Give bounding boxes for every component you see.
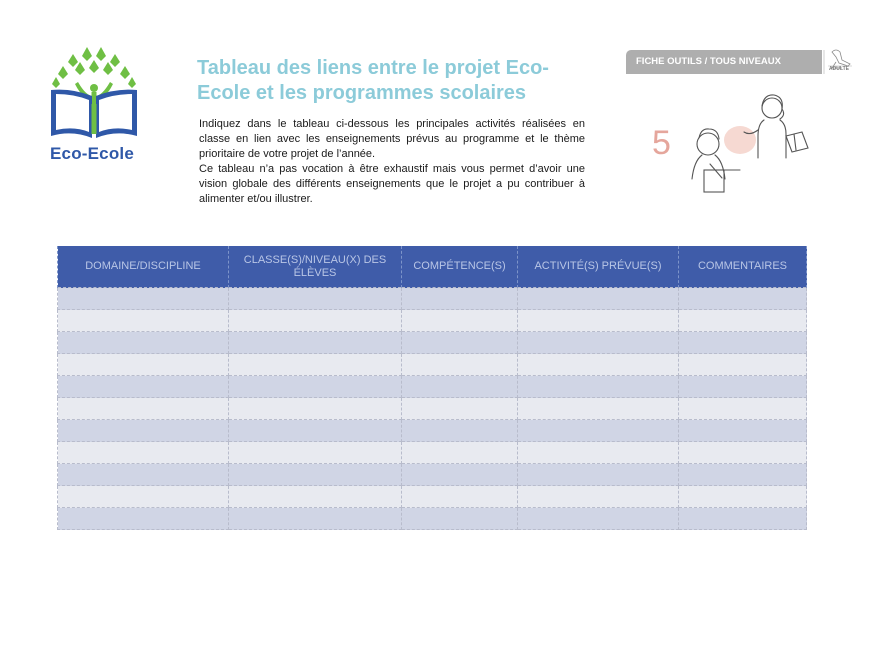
table-cell[interactable] bbox=[402, 376, 518, 398]
table-cell[interactable] bbox=[518, 288, 679, 310]
table-cell[interactable] bbox=[402, 420, 518, 442]
table-cell[interactable] bbox=[402, 508, 518, 530]
column-header-activite: ACTIVITÉ(S) PRÉVUE(S) bbox=[518, 246, 679, 288]
table-row bbox=[58, 354, 807, 376]
table-cell[interactable] bbox=[518, 464, 679, 486]
table-cell[interactable] bbox=[679, 442, 807, 464]
table-row bbox=[58, 332, 807, 354]
table-cell[interactable] bbox=[58, 508, 229, 530]
table-cell[interactable] bbox=[58, 354, 229, 376]
table-cell[interactable] bbox=[229, 288, 402, 310]
column-header-classe: CLASSE(S)/NIVEAU(X) DES ÉLÈVES bbox=[229, 246, 402, 288]
table-cell[interactable] bbox=[679, 398, 807, 420]
table-row bbox=[58, 442, 807, 464]
table-cell[interactable] bbox=[229, 420, 402, 442]
table-cell[interactable] bbox=[229, 398, 402, 420]
table-cell[interactable] bbox=[229, 310, 402, 332]
table-cell[interactable] bbox=[58, 442, 229, 464]
table-cell[interactable] bbox=[679, 486, 807, 508]
eco-ecole-logo bbox=[48, 44, 140, 166]
table-cell[interactable] bbox=[679, 288, 807, 310]
table-row bbox=[58, 486, 807, 508]
table-cell[interactable] bbox=[518, 310, 679, 332]
activities-table bbox=[57, 246, 807, 530]
sheet-type-tag: FICHE OUTILS / TOUS NIVEAUX bbox=[626, 50, 822, 74]
table-cell[interactable] bbox=[679, 332, 807, 354]
table-cell[interactable] bbox=[58, 376, 229, 398]
table-cell[interactable] bbox=[518, 508, 679, 530]
table-row bbox=[58, 464, 807, 486]
table-body bbox=[58, 288, 807, 530]
table-header-row bbox=[58, 246, 807, 288]
table-cell[interactable] bbox=[58, 486, 229, 508]
table-cell[interactable] bbox=[679, 376, 807, 398]
table-cell[interactable] bbox=[679, 508, 807, 530]
table-cell[interactable] bbox=[229, 332, 402, 354]
table-cell[interactable] bbox=[58, 288, 229, 310]
table-cell[interactable] bbox=[518, 376, 679, 398]
column-header-domaine: DOMAINE/DISCIPLINE bbox=[58, 246, 229, 288]
table-cell[interactable] bbox=[402, 332, 518, 354]
table-cell[interactable] bbox=[518, 486, 679, 508]
table-cell[interactable] bbox=[402, 310, 518, 332]
table-cell[interactable] bbox=[679, 310, 807, 332]
table-cell[interactable] bbox=[679, 354, 807, 376]
table-cell[interactable] bbox=[518, 354, 679, 376]
column-header-commentaires: COMMENTAIRES bbox=[679, 246, 807, 288]
table-cell[interactable] bbox=[58, 464, 229, 486]
table-cell[interactable] bbox=[402, 354, 518, 376]
intro-paragraph-1: Indiquez dans le tableau ci-dessous les principales activités réalisées en classe en lien avec les enseignements prévus au programme et le thème prioritaire de votre projet de l’année. bbox=[199, 118, 585, 160]
table-cell[interactable] bbox=[58, 332, 229, 354]
table-row bbox=[58, 288, 807, 310]
logo-text: Eco-Ecole bbox=[50, 144, 134, 163]
table-cell[interactable] bbox=[402, 398, 518, 420]
table-row bbox=[58, 310, 807, 332]
intro-paragraph-2: Ce tableau n’a pas vocation à être exhaustif mais vous permet d’avoir une vision globale des différents enseignements que le projet a pu contribuer à alimenter et/ou illustrer. bbox=[199, 163, 585, 205]
column-header-competence: COMPÉTENCE(S) bbox=[402, 246, 518, 288]
table-cell[interactable] bbox=[402, 486, 518, 508]
sheet-number: 5 bbox=[652, 124, 671, 162]
table-row bbox=[58, 420, 807, 442]
page-title: Tableau des liens entre le projet Eco-Ecole et les programmes scolaires bbox=[197, 57, 549, 104]
table-cell[interactable] bbox=[229, 486, 402, 508]
tree-book-icon bbox=[48, 44, 140, 144]
intro-text bbox=[199, 117, 585, 207]
table-row bbox=[58, 398, 807, 420]
table-row bbox=[58, 508, 807, 530]
table-cell[interactable] bbox=[679, 420, 807, 442]
table-cell[interactable] bbox=[229, 442, 402, 464]
table-cell[interactable] bbox=[58, 420, 229, 442]
table-cell[interactable] bbox=[229, 464, 402, 486]
table-cell[interactable] bbox=[518, 398, 679, 420]
table-cell[interactable] bbox=[229, 376, 402, 398]
table-cell[interactable] bbox=[229, 508, 402, 530]
table-cell[interactable] bbox=[679, 464, 807, 486]
table-cell[interactable] bbox=[402, 442, 518, 464]
table-cell[interactable] bbox=[229, 354, 402, 376]
table-row bbox=[58, 376, 807, 398]
teacher-student-illustration bbox=[688, 92, 818, 202]
table-cell[interactable] bbox=[518, 332, 679, 354]
table-cell[interactable] bbox=[402, 288, 518, 310]
table-cell[interactable] bbox=[518, 420, 679, 442]
table-cell[interactable] bbox=[58, 398, 229, 420]
table-cell[interactable] bbox=[518, 442, 679, 464]
audience-label: ADULTE bbox=[829, 66, 849, 72]
table-cell[interactable] bbox=[58, 310, 229, 332]
table-cell[interactable] bbox=[402, 464, 518, 486]
